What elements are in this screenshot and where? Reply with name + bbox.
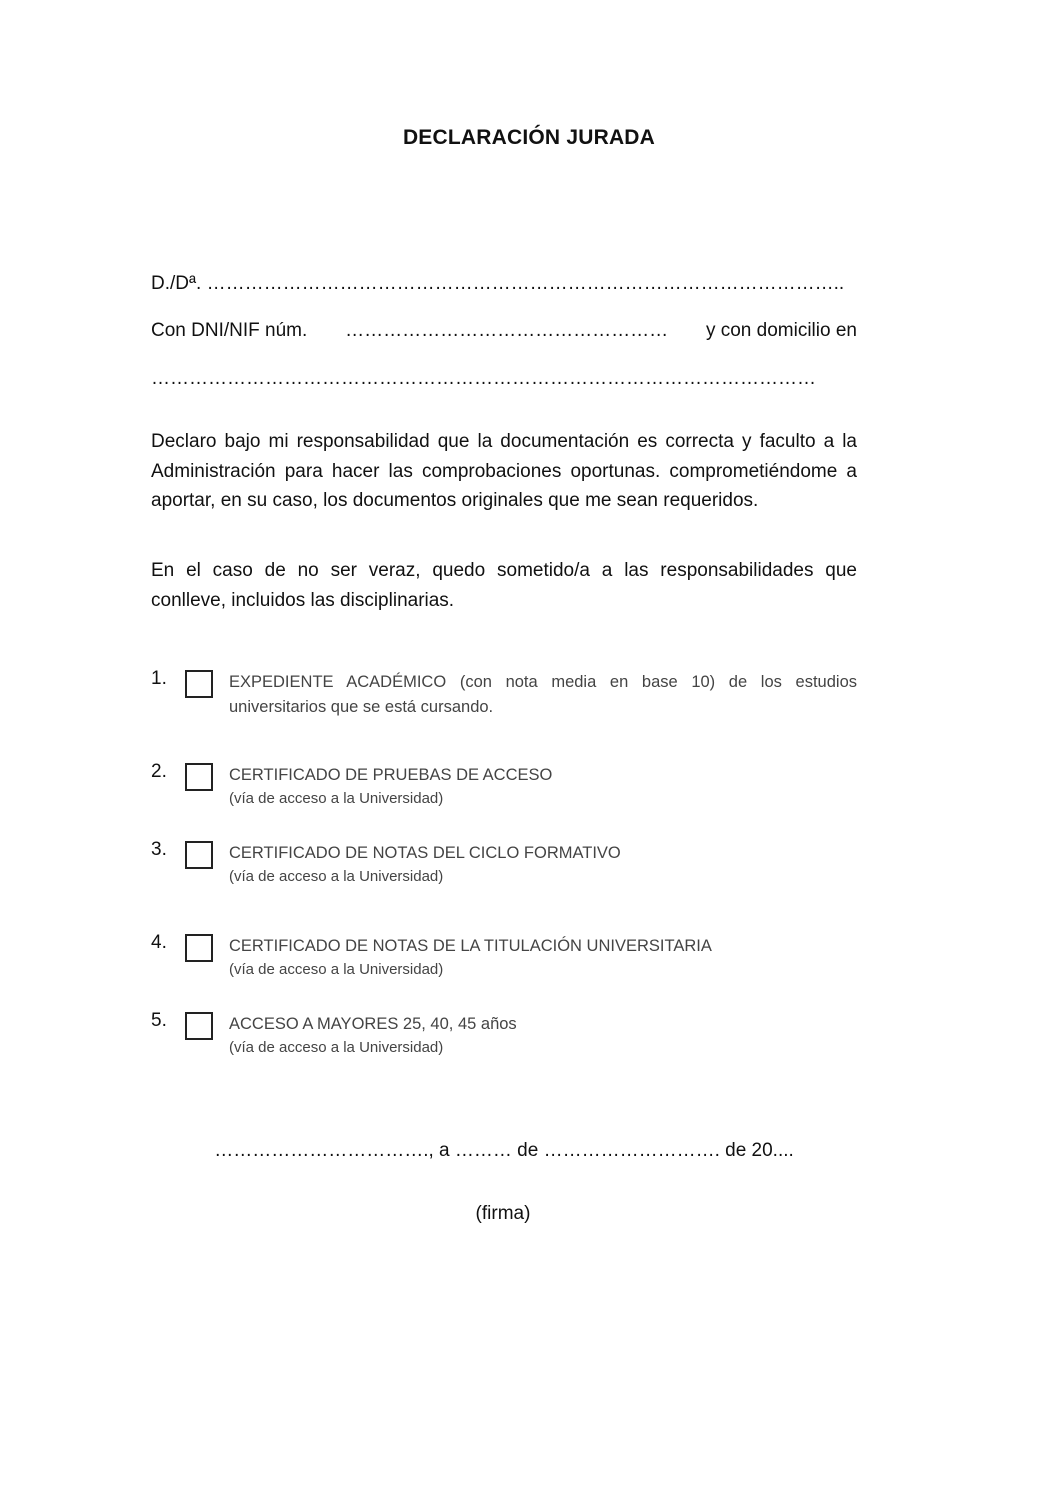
- name-label: D./Dª.: [151, 273, 202, 294]
- name-field-row: [151, 273, 857, 295]
- item-label: CERTIFICADO DE NOTAS DEL CICLO FORMATIVO: [229, 844, 621, 862]
- item-label: ACCESO A MAYORES 25, 40, 45 años: [229, 1015, 517, 1033]
- item-label: CERTIFICADO DE NOTAS DE LA TITULACIÓN UNIVERSITARIA: [229, 937, 712, 955]
- item-number: 1.: [151, 668, 167, 689]
- item-sublabel: (vía de acceso a la Universidad): [229, 790, 444, 807]
- name-fill-line[interactable]: ………………………………………………………………………………………..: [206, 273, 845, 294]
- item-text: [229, 763, 857, 810]
- item-checkbox[interactable]: [185, 841, 213, 869]
- item-number: 4.: [151, 932, 167, 953]
- item-text: [229, 1012, 857, 1059]
- item-text: [229, 841, 857, 888]
- consequences-paragraph: En el caso de no ser veraz, quedo sometido/a a las responsabilidades que conlleve, incluidos las disciplinarias.: [151, 560, 857, 611]
- dni-fill-line[interactable]: ……………………………………………: [345, 320, 669, 341]
- document-title: DECLARACIÓN JURADA: [402, 126, 656, 149]
- item-sublabel: (vía de acceso a la Universidad): [229, 868, 444, 885]
- item-label: EXPEDIENTE ACADÉMICO (con nota media en base 10) de los estudios universitarios que se está cursando.: [229, 673, 857, 716]
- item-checkbox[interactable]: [185, 934, 213, 962]
- domicilio-label: y con domicilio en: [705, 320, 857, 341]
- item-sublabel: (vía de acceso a la Universidad): [229, 961, 444, 978]
- item-checkbox[interactable]: [185, 1012, 213, 1040]
- declaration-paragraph: Declaro bajo mi responsabilidad que la documentación es correcta y faculto a la Administración para hacer las comprobaciones oportunas. comprometiéndome a aportar, en su caso, los documentos originales que me sean requeridos.: [151, 431, 857, 511]
- item-sublabel: (vía de acceso a la Universidad): [229, 1039, 444, 1056]
- item-checkbox[interactable]: [185, 670, 213, 698]
- domicilio-field-row: [151, 368, 857, 390]
- dni-field-row: [151, 320, 857, 342]
- item-text: [229, 934, 857, 981]
- item-label: CERTIFICADO DE PRUEBAS DE ACCESO: [229, 766, 553, 784]
- item-checkbox[interactable]: [185, 763, 213, 791]
- signature-label: (firma): [475, 1203, 531, 1224]
- dni-label: Con DNI/NIF núm.: [151, 320, 308, 341]
- item-number: 2.: [151, 761, 167, 782]
- domicilio-fill-line[interactable]: ……………………………………………………………………………………………: [151, 368, 816, 389]
- place-date-line[interactable]: ……………………………., a ……… de ………………………. de 20....: [214, 1140, 794, 1161]
- item-number: 3.: [151, 839, 167, 860]
- item-number: 5.: [151, 1010, 167, 1031]
